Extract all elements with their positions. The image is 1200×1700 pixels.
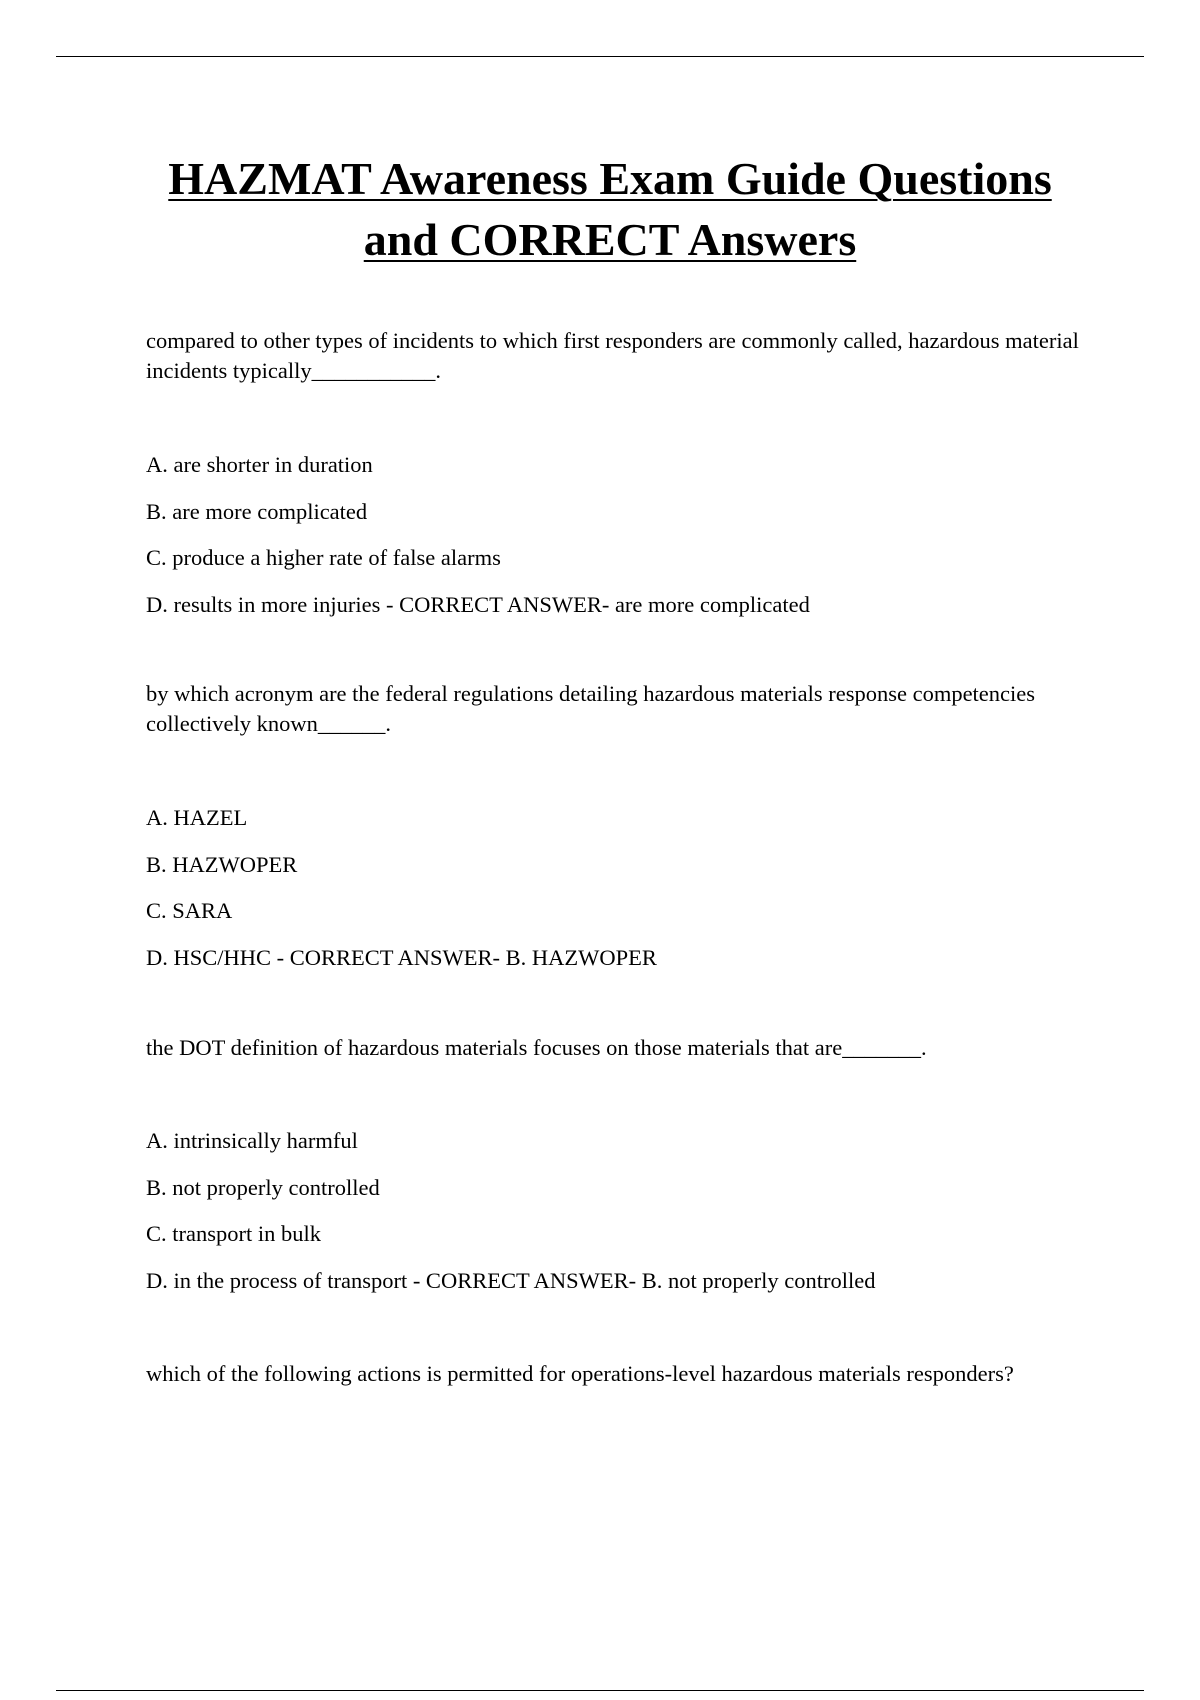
question-2-option-c: C. SARA xyxy=(146,898,233,923)
question-2-option-a: A. HAZEL xyxy=(146,805,248,830)
question-3-option-c: C. transport in bulk xyxy=(146,1221,321,1246)
question-3-option-d-answer: D. in the process of transport - CORRECT ANSWER- B. not properly controlled xyxy=(146,1268,876,1293)
question-3-option-b: B. not properly controlled xyxy=(146,1175,380,1200)
question-2-option-d-answer: D. HSC/HHC - CORRECT ANSWER- B. HAZWOPER xyxy=(146,945,657,970)
question-1-option-a: A. are shorter in duration xyxy=(146,452,373,477)
question-1-prompt: compared to other types of incidents to which first responders are commonly called, hazardous material incidents typically___________. xyxy=(146,328,1079,383)
question-1-option-d-answer: D. results in more injuries - CORRECT ANSWER- are more complicated xyxy=(146,592,810,617)
top-rule xyxy=(56,56,1144,57)
question-1-option-c: C. produce a higher rate of false alarms xyxy=(146,545,501,570)
question-3-option-a: A. intrinsically harmful xyxy=(146,1128,358,1153)
bottom-rule xyxy=(56,1690,1144,1691)
question-3-prompt: the DOT definition of hazardous materials focuses on those materials that are_______. xyxy=(146,1035,927,1060)
document-title: HAZMAT Awareness Exam Guide Questions and CORRECT Answers xyxy=(168,153,1052,265)
question-2-option-b: B. HAZWOPER xyxy=(146,852,298,877)
question-4-prompt: which of the following actions is permitted for operations-level hazardous materials responders? xyxy=(146,1361,1014,1386)
question-1-option-b: B. are more complicated xyxy=(146,499,368,524)
question-2-prompt: by which acronym are the federal regulations detailing hazardous materials response competencies collectively known______. xyxy=(146,681,1036,736)
